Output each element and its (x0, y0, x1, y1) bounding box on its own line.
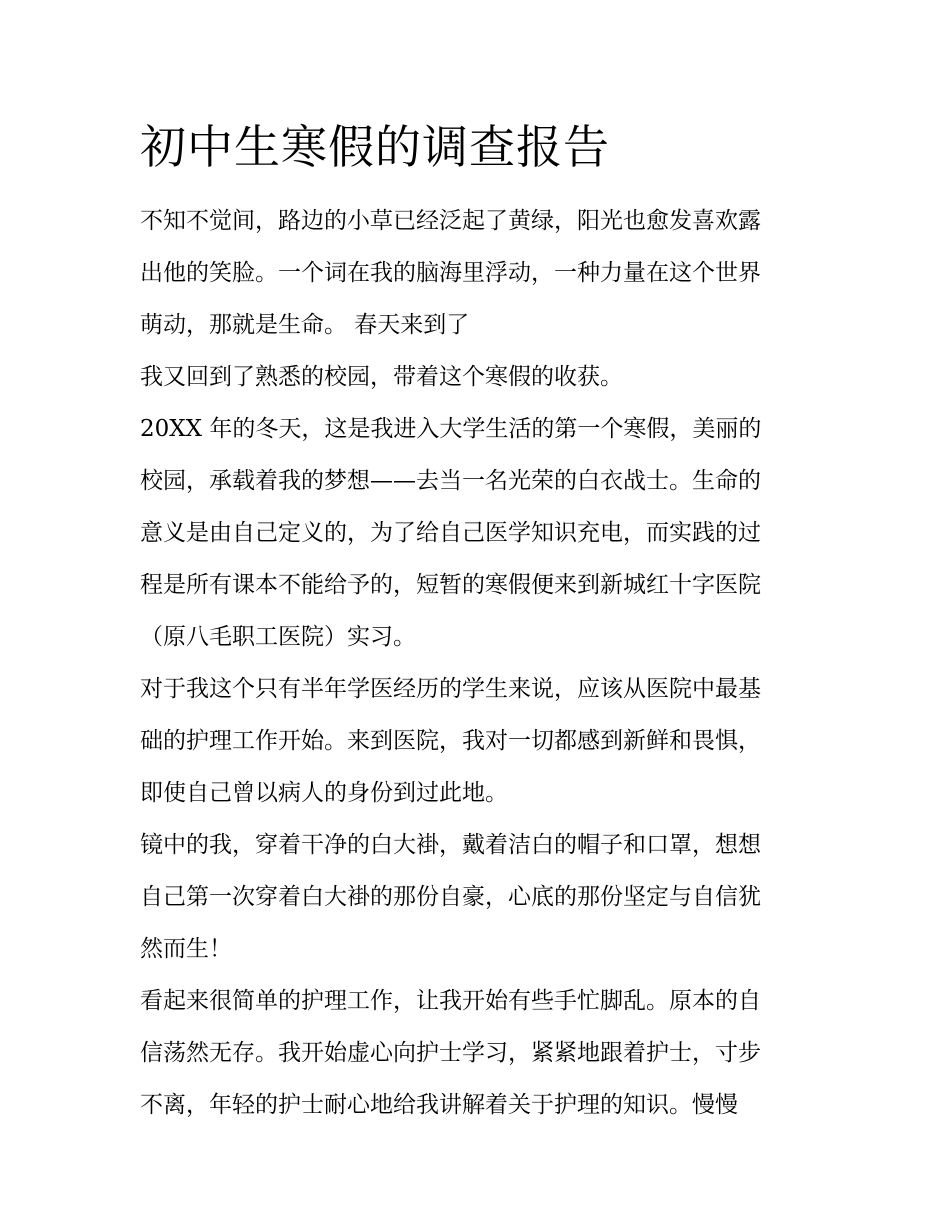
paragraph-1 (140, 195, 830, 351)
paragraph-line: 自己第一次穿着白大褂的那份自豪，心底的那份坚定与自信犹 (140, 884, 761, 910)
paragraph-line: 然而生！ (140, 936, 232, 962)
paragraph-line: 础的护理工作开始。来到医院，我对一切都感到新鲜和畏惧， (140, 728, 761, 754)
paragraph-line: 我又回到了熟悉的校园，带着这个寒假的收获。 (140, 364, 623, 390)
paragraph-line: 不知不觉间，路边的小草已经泛起了黄绿，阳光也愈发喜欢露 (140, 208, 761, 234)
paragraph-line: 信荡然无存。我开始虚心向护士学习，紧紧地跟着护士，寸步 (140, 1040, 761, 1066)
paragraph-line: 看起来很简单的护理工作，让我开始有些手忙脚乱。原本的自 (140, 988, 761, 1014)
paragraph-2 (140, 351, 830, 403)
paragraph-3 (140, 403, 830, 663)
paragraph-line: 程是所有课本不能给予的，短暂的寒假便来到新城红十字医院 (140, 572, 761, 598)
paragraph-line: 出他的笑脸。一个词在我的脑海里浮动，一种力量在这个世界 (140, 260, 761, 286)
paragraph-line: （原八毛职工医院）实习。 (140, 624, 416, 650)
paragraph-line: 萌动，那就是生命。 春天来到了 (140, 312, 470, 338)
paragraph-4 (140, 663, 830, 819)
paragraph-line: 校园，承载着我的梦想——去当一名光荣的白衣战士。生命的 (140, 468, 761, 494)
paragraph-line: 意义是由自己定义的，为了给自己医学知识充电，而实践的过 (140, 520, 761, 546)
paragraph-line: 20XX 年的冬天，这是我进入大学生活的第一个寒假，美丽的 (140, 416, 762, 442)
paragraph-line: 不离，年轻的护士耐心地给我讲解着关于护理的知识。慢慢 (140, 1092, 738, 1118)
paragraph-line: 镜中的我，穿着干净的白大褂，戴着洁白的帽子和口罩，想想 (140, 832, 761, 858)
paragraph-5 (140, 819, 830, 975)
document-body (140, 195, 830, 1131)
paragraph-line: 对于我这个只有半年学医经历的学生来说，应该从医院中最基 (140, 676, 761, 702)
document-title: 初中生寒假的调查报告 (140, 120, 610, 174)
paragraph-line: 即使自己曾以病人的身份到过此地。 (140, 780, 508, 806)
paragraph-6 (140, 975, 830, 1131)
